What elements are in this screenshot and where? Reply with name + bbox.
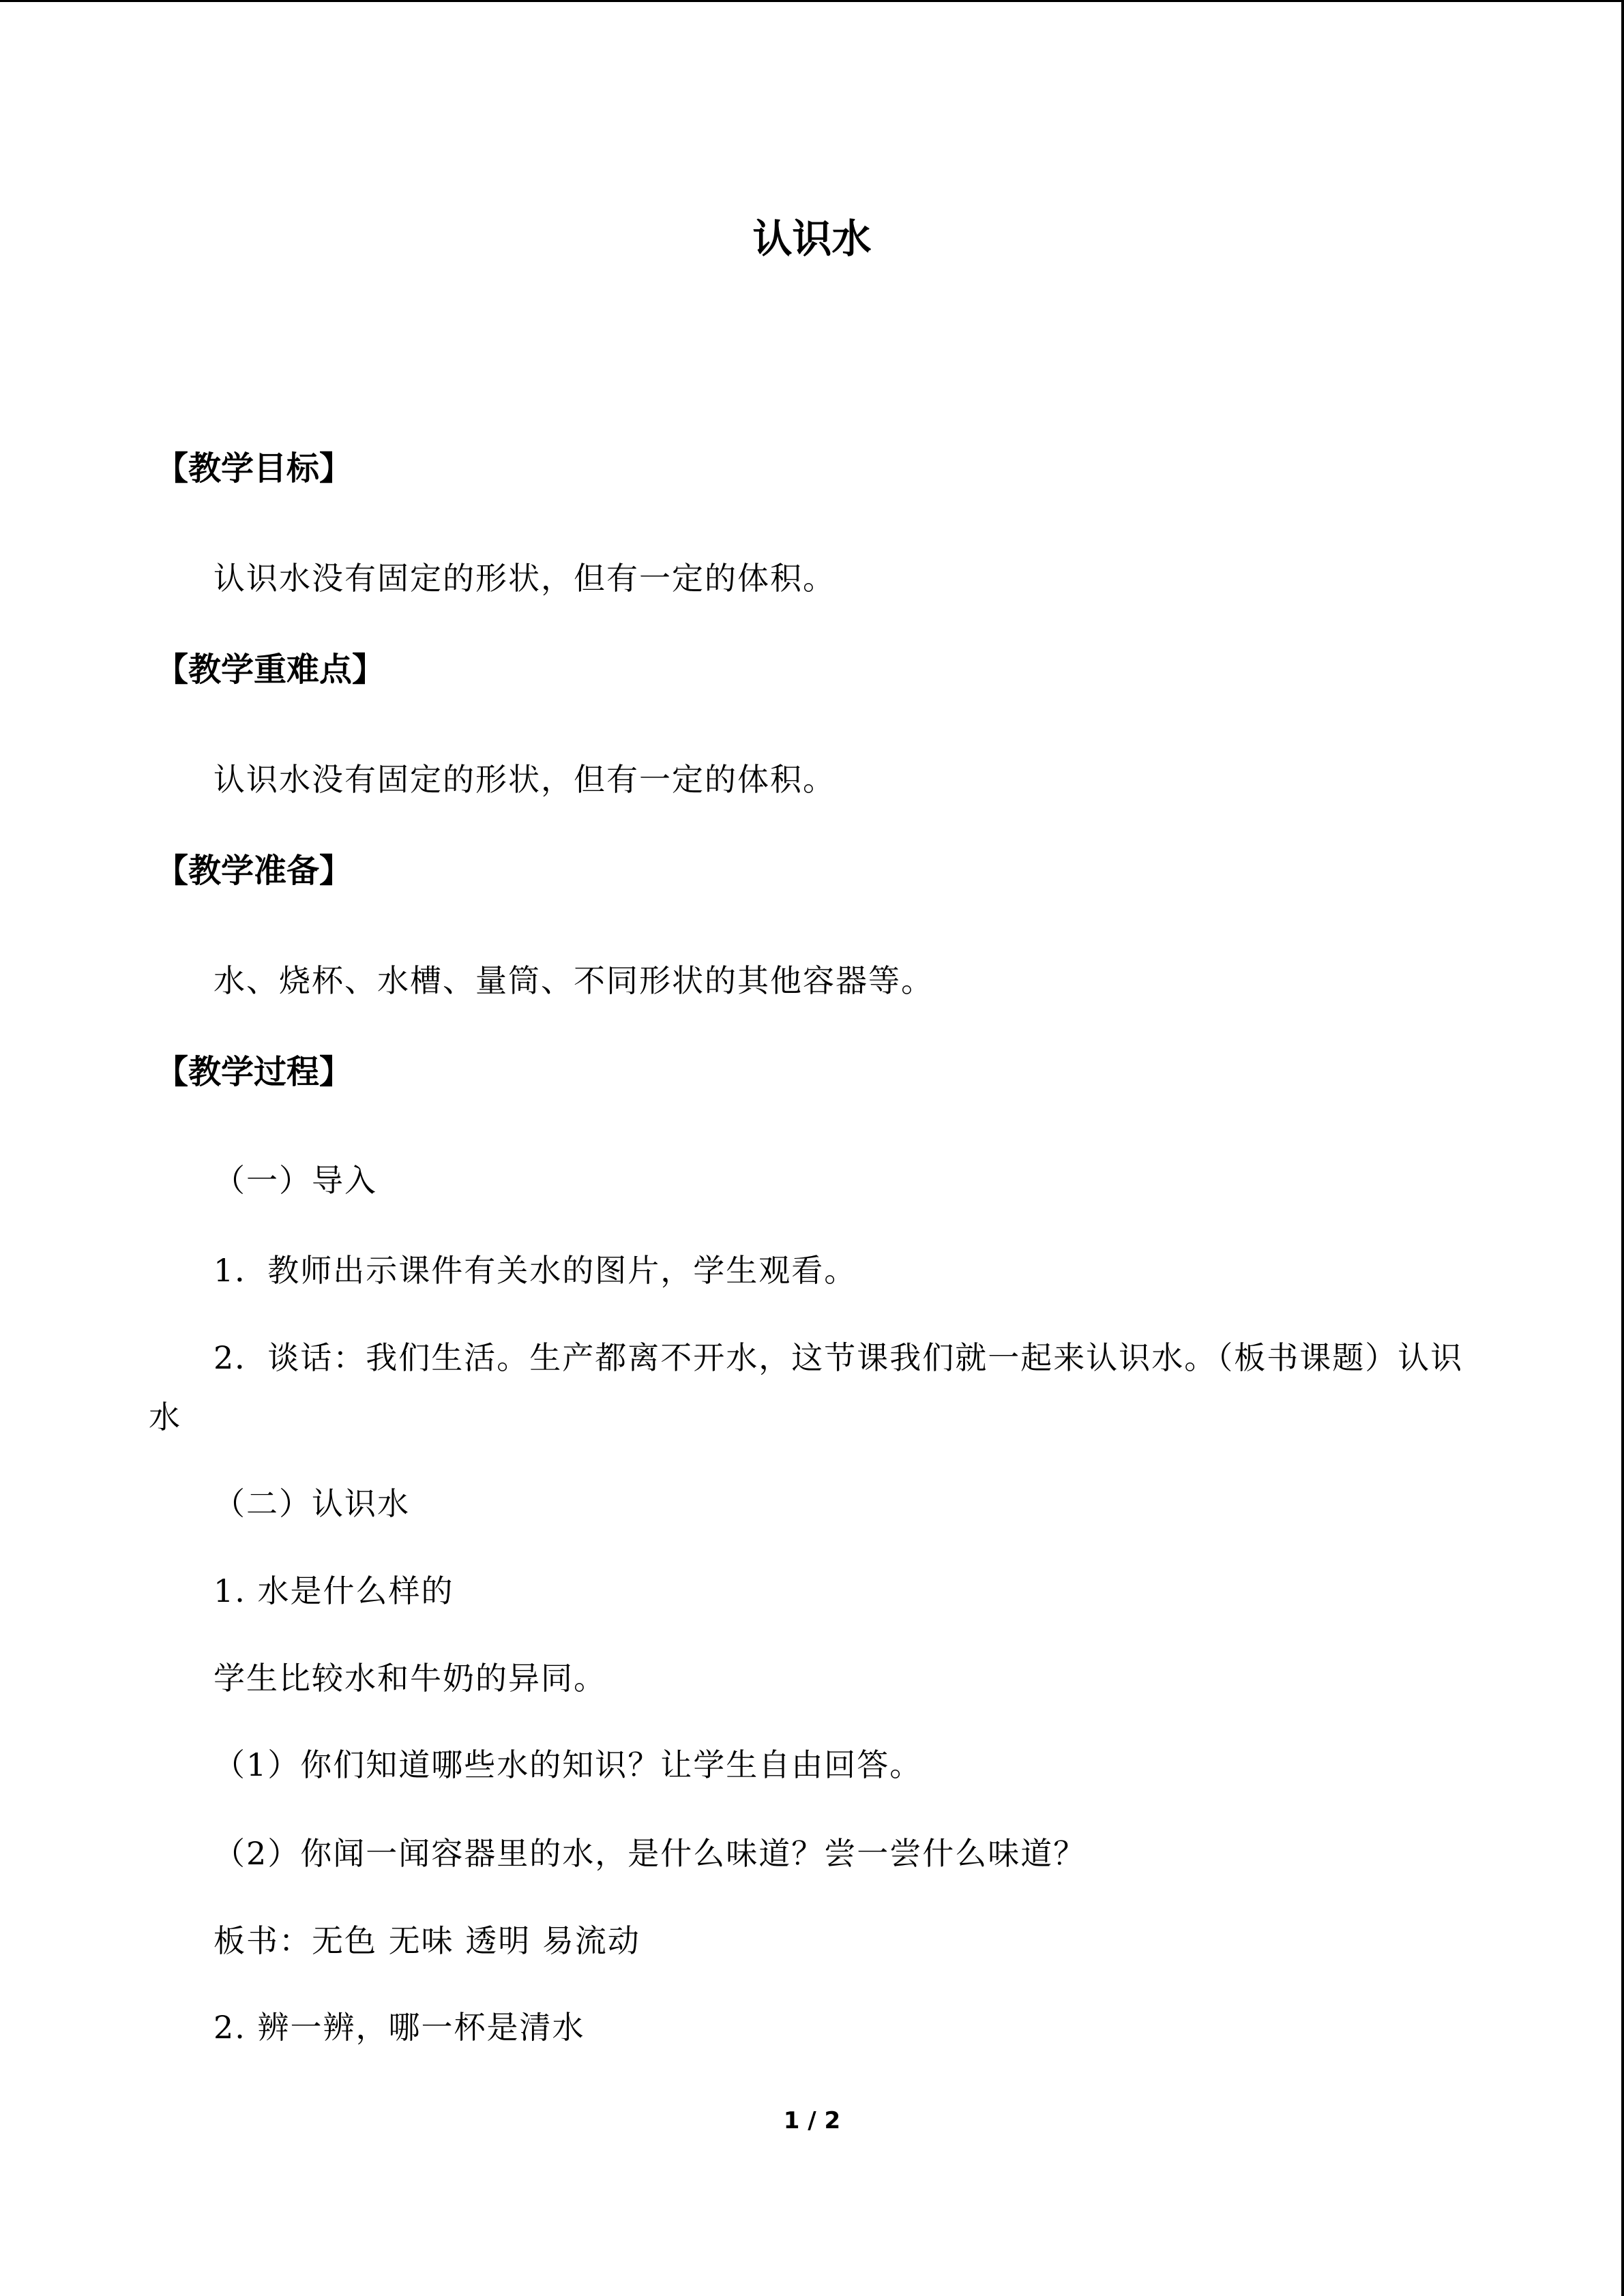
subsection-know-water: （二）认识水 [213,1485,410,1522]
section-heading-preparation: 【教学准备】 [156,852,353,890]
process-step-2: 2．谈话：我们生活。生产都离不开水，这节课我们就一起来认识水。（板书课题）认识 [213,1339,1464,1376]
item-what-is-water-like: 1. 水是什么样的 [213,1572,454,1609]
section-heading-process: 【教学过程】 [156,1053,353,1091]
paragraph-compare-water-milk: 学生比较水和牛奶的异同。 [213,1660,606,1697]
section-heading-key-points: 【教学重难点】 [156,651,385,689]
subsection-introduction: （一）导入 [213,1162,377,1199]
question-2: （2）你闻一闻容器里的水，是什么味道？尝一尝什么味道？ [213,1835,1087,1872]
blackboard-notes: 板书：无色 无味 透明 易流动 [213,1922,640,1959]
paragraph-key-points: 认识水没有固定的形状，但有一定的体积。 [213,761,836,798]
page-number: 1 / 2 [783,2107,841,2134]
item-identify-clear-water: 2. 辨一辨，哪一杯是清水 [213,2009,585,2046]
section-heading-teaching-goals: 【教学目标】 [156,449,353,488]
paragraph-preparation: 水、烧杯、水槽、量筒、不同形状的其他容器等。 [213,962,934,999]
paragraph-teaching-goals: 认识水没有固定的形状，但有一定的体积。 [213,560,836,597]
process-step-2-continuation: 水 [149,1399,181,1435]
question-1: （1）你们知道哪些水的知识？让学生自由回答。 [213,1746,923,1783]
document-title: 认识水 [752,215,872,262]
process-step-1: 1．教师出示课件有关水的图片，学生观看。 [213,1252,857,1289]
